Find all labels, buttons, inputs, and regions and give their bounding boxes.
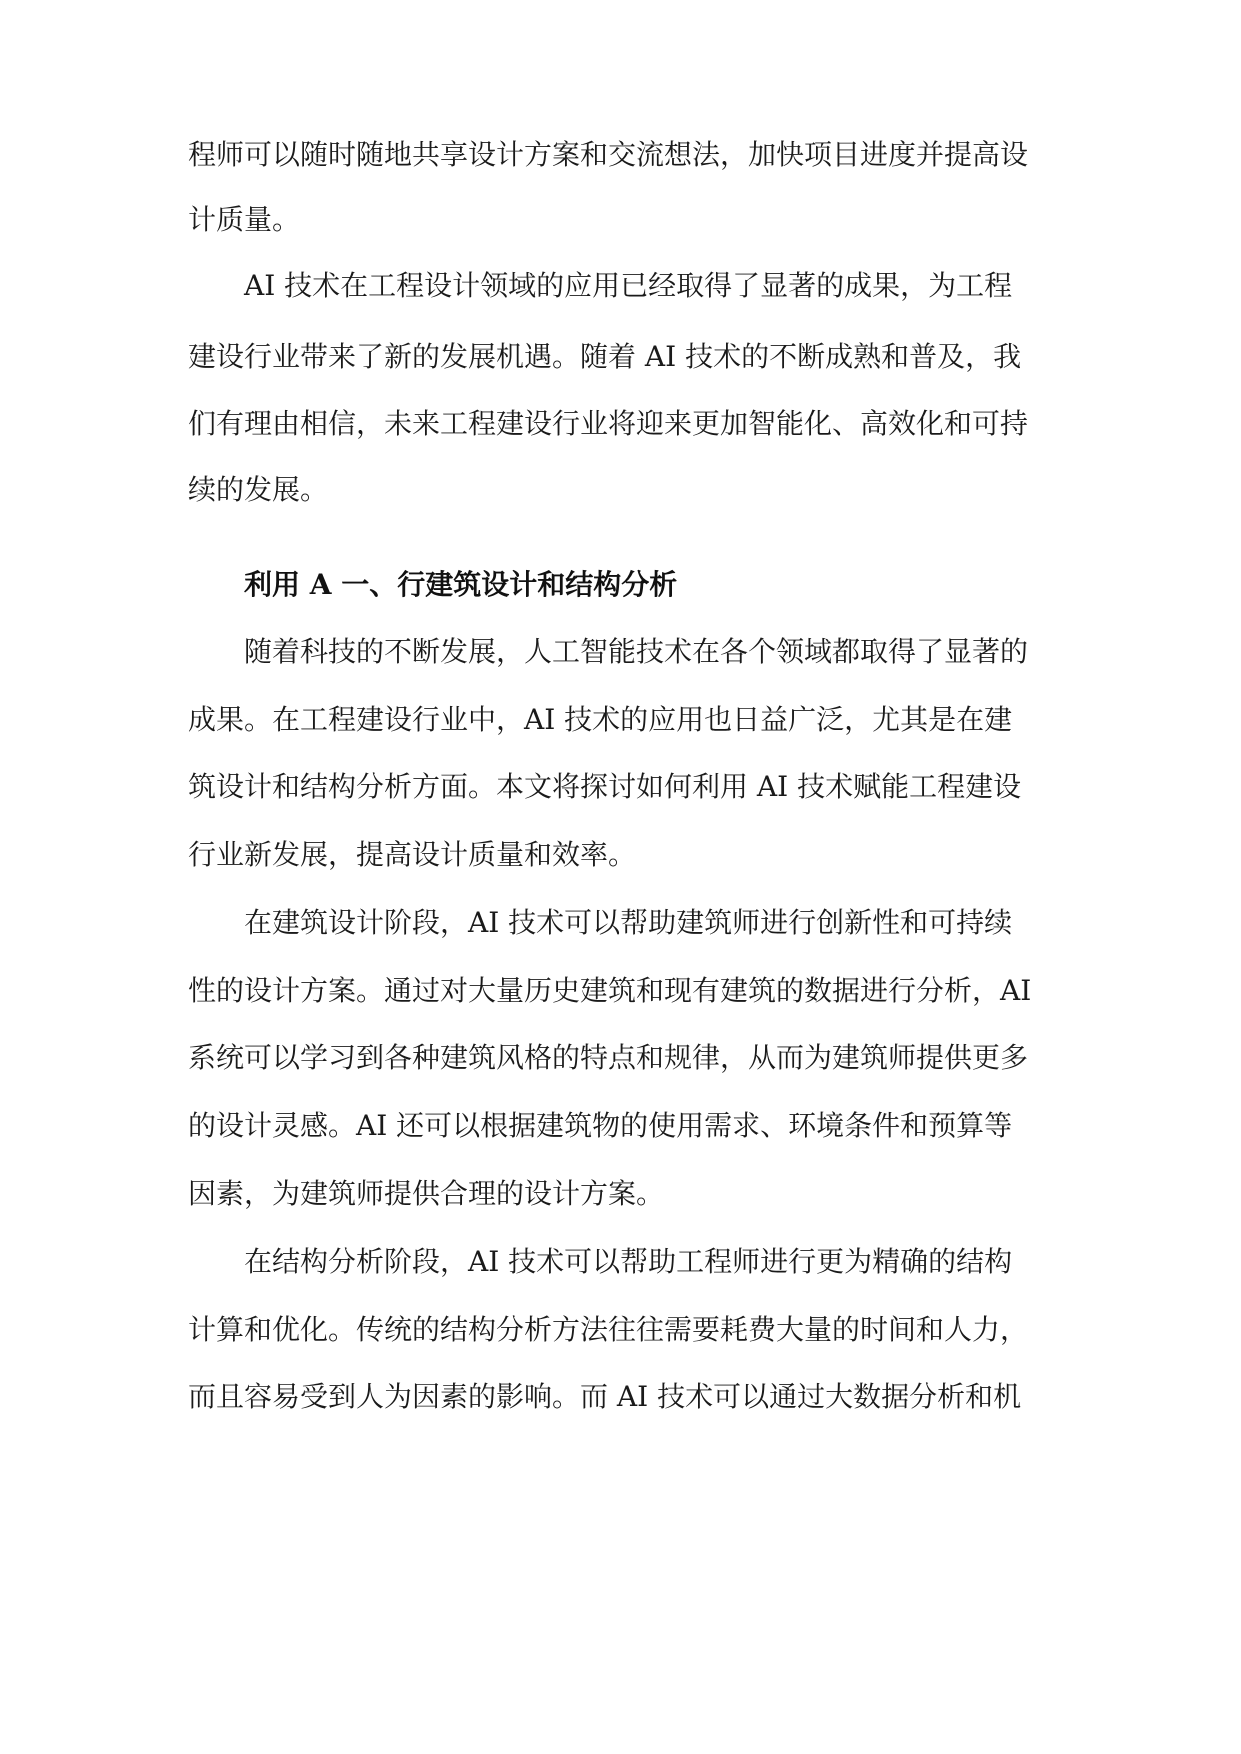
paragraph-line: 计质量。 — [188, 203, 301, 236]
paragraph-line: 在结构分析阶段，AI 技术可以帮助工程师进行更为精确的结构 — [244, 1245, 1013, 1278]
paragraph-line: 们有理由相信，未来工程建设行业将迎来更加智能化、高效化和可持 — [188, 407, 1029, 440]
paragraph-line: 程师可以随时随地共享设计方案和交流想法，加快项目进度并提高设 — [188, 138, 1029, 171]
paragraph-line: 筑设计和结构分析方面。本文将探讨如何利用 AI 技术赋能工程建设 — [188, 770, 1022, 803]
paragraph-line: 建设行业带来了新的发展机遇。随着 AI 技术的不断成熟和普及，我 — [188, 340, 1022, 373]
paragraph-line: 续的发展。 — [188, 473, 329, 506]
paragraph-line: 系统可以学习到各种建筑风格的特点和规律，从而为建筑师提供更多 — [188, 1041, 1029, 1074]
paragraph-line: AI 技术在工程设计领域的应用已经取得了显著的成果，为工程 — [244, 269, 1013, 302]
paragraph-line: 的设计灵感。AI 还可以根据建筑物的使用需求、环境条件和预算等 — [188, 1109, 1013, 1142]
paragraph-line: 在建筑设计阶段，AI 技术可以帮助建筑师进行创新性和可持续 — [244, 906, 1013, 939]
paragraph-line: 而且容易受到人为因素的影响。而 AI 技术可以通过大数据分析和机 — [188, 1380, 1022, 1413]
paragraph-line: 计算和优化。传统的结构分析方法往往需要耗费大量的时间和人力， — [188, 1313, 1029, 1346]
paragraph-line: 行业新发展，提高设计质量和效率。 — [188, 838, 637, 871]
paragraph-line: 因素，为建筑师提供合理的设计方案。 — [188, 1177, 665, 1210]
paragraph-line: 随着科技的不断发展，人工智能技术在各个领域都取得了显著的 — [244, 635, 1029, 668]
paragraph-line: 成果。在工程建设行业中，AI 技术的应用也日益广泛，尤其是在建 — [188, 703, 1013, 736]
section-heading: 利用 A 一、行建筑设计和结构分析 — [244, 568, 678, 601]
paragraph-line: 性的设计方案。通过对大量历史建筑和现有建筑的数据进行分析，AI — [188, 974, 1032, 1007]
